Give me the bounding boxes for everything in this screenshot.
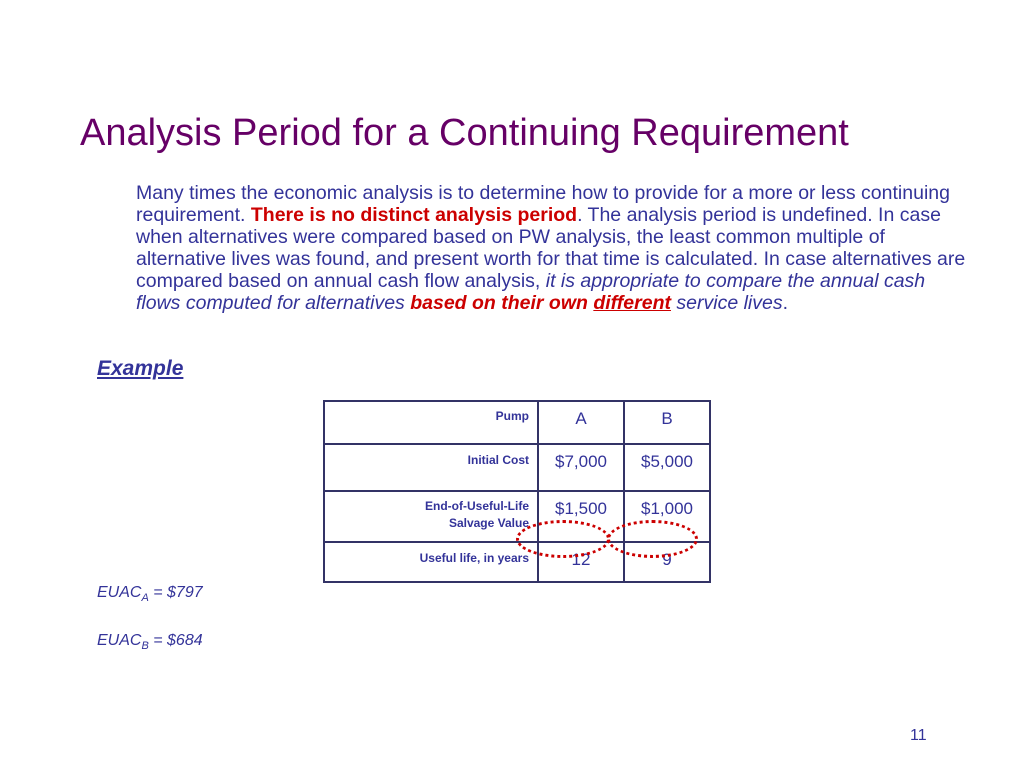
table-header-b: B: [624, 401, 710, 444]
row-label-line-1: End-of-Useful-Life: [425, 499, 529, 513]
cell-useful-life-b: 9: [624, 542, 710, 582]
euac-b-line: [97, 632, 203, 652]
table-header-a: A: [538, 401, 624, 444]
euac-a-value: = $797: [148, 584, 203, 601]
paragraph-italic-1: it is appropriate to compare the annual cash flows computed for alternatives: [136, 270, 926, 314]
row-label-line-2: Salvage Value: [448, 516, 529, 530]
euac-a-line: [97, 584, 203, 604]
euac-b-value: = $684: [148, 632, 203, 649]
body-paragraph: [136, 182, 966, 314]
table-header-row: [324, 401, 710, 444]
paragraph-text-1: Many times the economic analysis is to determine how to provide for a more or less continuing requirement.: [136, 182, 950, 226]
euac-b-prefix: EUAC: [97, 632, 142, 649]
paragraph-emphasis-1: There is no distinct analysis period: [250, 204, 578, 226]
table-header-label: Pump: [324, 401, 538, 444]
cell-initial-cost-b: $5,000: [624, 444, 710, 491]
cell-salvage-b: $1,000: [624, 491, 710, 542]
highlight-circle-b: [607, 520, 698, 558]
table-row: [324, 444, 710, 491]
example-heading: Example: [97, 357, 184, 380]
euac-a-prefix: EUAC: [97, 584, 142, 601]
paragraph-period: .: [782, 292, 789, 314]
paragraph-emphasis-different: different: [593, 292, 671, 314]
euac-a-subscript: A: [141, 592, 149, 605]
row-label-salvage-value: [324, 491, 538, 542]
cell-salvage-a: $1,500: [538, 491, 624, 542]
slide-title: Analysis Period for a Continuing Requirement: [80, 112, 849, 154]
euac-b-subscript: B: [141, 640, 149, 653]
paragraph-italic-2: service lives: [670, 292, 783, 314]
row-label-initial-cost: Initial Cost: [324, 444, 538, 491]
cell-initial-cost-a: $7,000: [538, 444, 624, 491]
highlight-circle-a: [516, 520, 610, 558]
cell-useful-life-a: 12: [538, 542, 624, 582]
paragraph-emphasis-2: based on their own: [410, 292, 594, 314]
page-number: 11: [910, 727, 927, 744]
paragraph-text-2: . The analysis period is undefined. In case when alternatives were compared based on PW analysis, the least common multiple of alternative lives was found, and present worth for that time is calculated. In case alternatives are compared based on annual cash flow analysis,: [136, 204, 966, 292]
row-label-useful-life: Useful life, in years: [324, 542, 538, 582]
